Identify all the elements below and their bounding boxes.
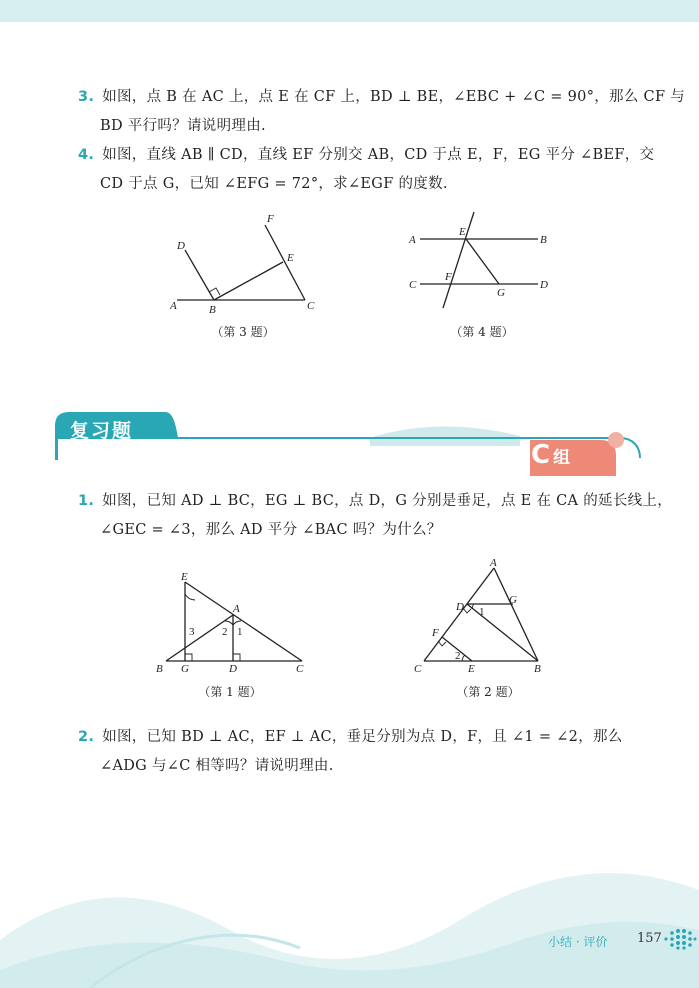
label-e: E <box>181 571 188 583</box>
angle-2-label: 2 <box>222 626 228 638</box>
problem-number: 4. <box>78 147 95 163</box>
label-f: F <box>267 213 274 225</box>
problem-text-line: 如图，已知 AD ⊥ BC，EG ⊥ BC，点 D，G 分别是垂足，点 E 在 CA 的延长线上， <box>102 493 673 509</box>
section-title: 复习题 <box>70 420 134 442</box>
label-f: F <box>432 627 439 639</box>
problem-text-line: ∠GEC = ∠3，那么 AD 平分 ∠BAC 吗？为什么？ <box>100 522 442 538</box>
problem-text-line: BD 平行吗？请说明理由. <box>100 118 266 134</box>
problem-number: 3. <box>78 89 95 105</box>
review-problem-1 <box>78 487 672 545</box>
dot-pattern-icon <box>663 928 697 950</box>
label-b: B <box>156 663 163 675</box>
decorative-waves <box>0 820 699 988</box>
problem-text-line: 如图，已知 BD ⊥ AC，EF ⊥ AC，垂足分别为点 D，F，且 ∠1 = ∠2，那么 <box>102 729 623 745</box>
group-word: 组 <box>553 448 571 468</box>
problem-3 <box>78 83 685 141</box>
label-a: A <box>233 603 240 615</box>
problem-4 <box>78 141 654 199</box>
figure-review-1 <box>152 565 312 680</box>
angle-1-label: 1 <box>237 626 243 638</box>
figure-problem-3 <box>165 205 325 320</box>
label-c: C <box>296 663 304 675</box>
group-letter: C <box>531 440 551 470</box>
label-g: G <box>509 594 517 606</box>
review-problem-2 <box>78 723 623 781</box>
top-band <box>0 0 699 22</box>
label-c: C <box>409 279 417 291</box>
problem-text-line: ∠ADG 与∠C 相等吗？请说明理由. <box>100 758 334 774</box>
problem-text-line: 如图，直线 AB ∥ CD，直线 EF 分别交 AB，CD 于点 E，F，EG 平分 ∠BEF，交 <box>102 147 655 163</box>
label-b: B <box>534 663 541 675</box>
angle-1-label: 1 <box>479 606 485 618</box>
label-b: B <box>540 234 547 246</box>
footer-section-label: 小结 · 评价 <box>548 935 608 949</box>
caption-problem-4: （第 4 题） <box>450 325 514 339</box>
label-d: D <box>229 663 237 675</box>
label-d: D <box>177 240 185 252</box>
figure-problem-4 <box>405 208 555 313</box>
label-c: C <box>414 663 422 675</box>
page-number: 157 <box>637 931 662 946</box>
problem-text-line: CD 于点 G，已知 ∠EFG = 72°，求∠EGF 的度数. <box>100 176 448 192</box>
label-e: E <box>459 226 466 238</box>
label-a: A <box>490 557 497 569</box>
label-e: E <box>468 663 475 675</box>
label-d: D <box>456 601 464 613</box>
angle-3-label: 3 <box>189 626 195 638</box>
figure-review-2 <box>410 555 560 680</box>
label-f: F <box>445 271 452 283</box>
group-badge <box>531 440 570 470</box>
label-e: E <box>287 252 294 264</box>
label-c: C <box>307 300 315 312</box>
angle-2-label: 2 <box>455 650 461 662</box>
caption-review-2: （第 2 题） <box>456 685 520 699</box>
problem-number: 1. <box>78 493 95 509</box>
label-a: A <box>409 234 416 246</box>
problem-text-line: 如图，点 B 在 AC 上，点 E 在 CF 上，BD ⊥ BE，∠EBC + ∠C = 90°，那么 CF 与 <box>102 89 686 105</box>
label-b: B <box>209 304 216 316</box>
label-a: A <box>170 300 177 312</box>
label-d: D <box>540 279 548 291</box>
caption-review-1: （第 1 题） <box>198 685 262 699</box>
label-g: G <box>497 287 505 299</box>
problem-number: 2. <box>78 729 95 745</box>
label-g: G <box>181 663 189 675</box>
caption-problem-3: （第 3 题） <box>211 325 275 339</box>
